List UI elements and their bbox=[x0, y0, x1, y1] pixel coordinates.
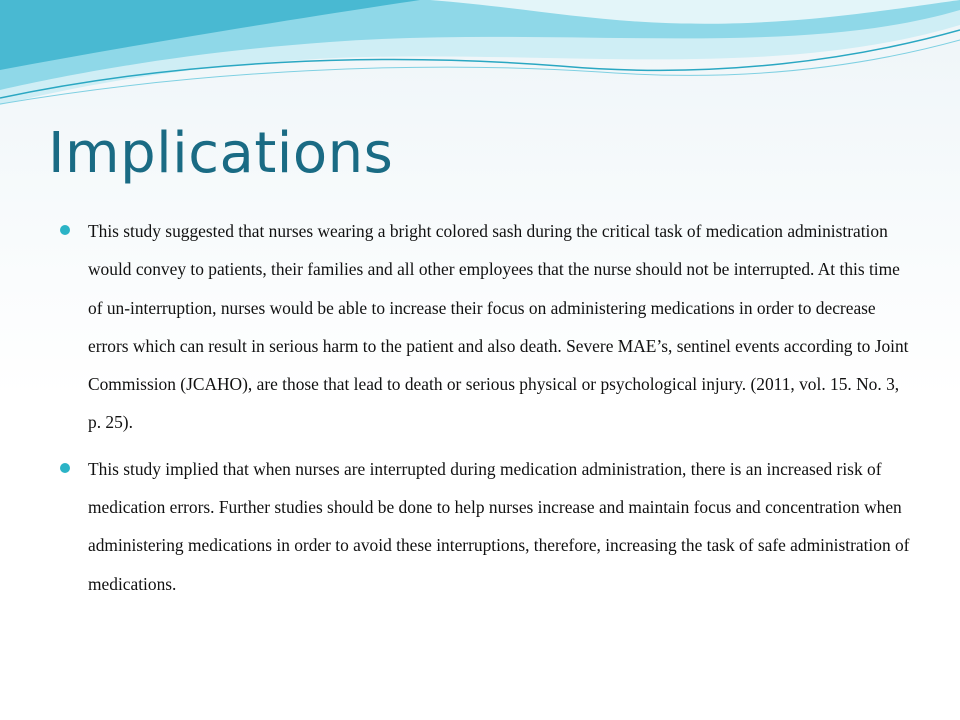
bullet-dot-icon bbox=[60, 463, 70, 473]
bullet-item bbox=[60, 450, 910, 603]
bullet-dot-icon bbox=[60, 225, 70, 235]
bullet-text: This study suggested that nurses wearing a bright colored sash during the critical task of medication administration would convey to patients, their families and all other employees that the nurse should not be interrupted. At this time of un-interruption, nurses would be able to increase their focus on administering medications in order to decrease errors which can result in serious harm to the patient and also death. Severe MAE’s, sentinel events according to Joint Commission (JCAHO), are those that lead to death or serious physical or psychological injury. (2011, vol. 15. No. 3, p. 25). bbox=[88, 221, 909, 433]
bullet-text: This study implied that when nurses are interrupted during medication administration, there is an increased risk of medication errors. Further studies should be done to help nurses increase and maintain focus and concentration when administering medications in order to avoid these interruptions, therefore, increasing the task of safe administration of medications. bbox=[88, 458, 910, 594]
slide-title: Implications bbox=[48, 121, 394, 186]
bullet-item bbox=[60, 212, 910, 442]
bullet-list bbox=[60, 212, 910, 611]
decorative-wave-header bbox=[0, 0, 960, 120]
